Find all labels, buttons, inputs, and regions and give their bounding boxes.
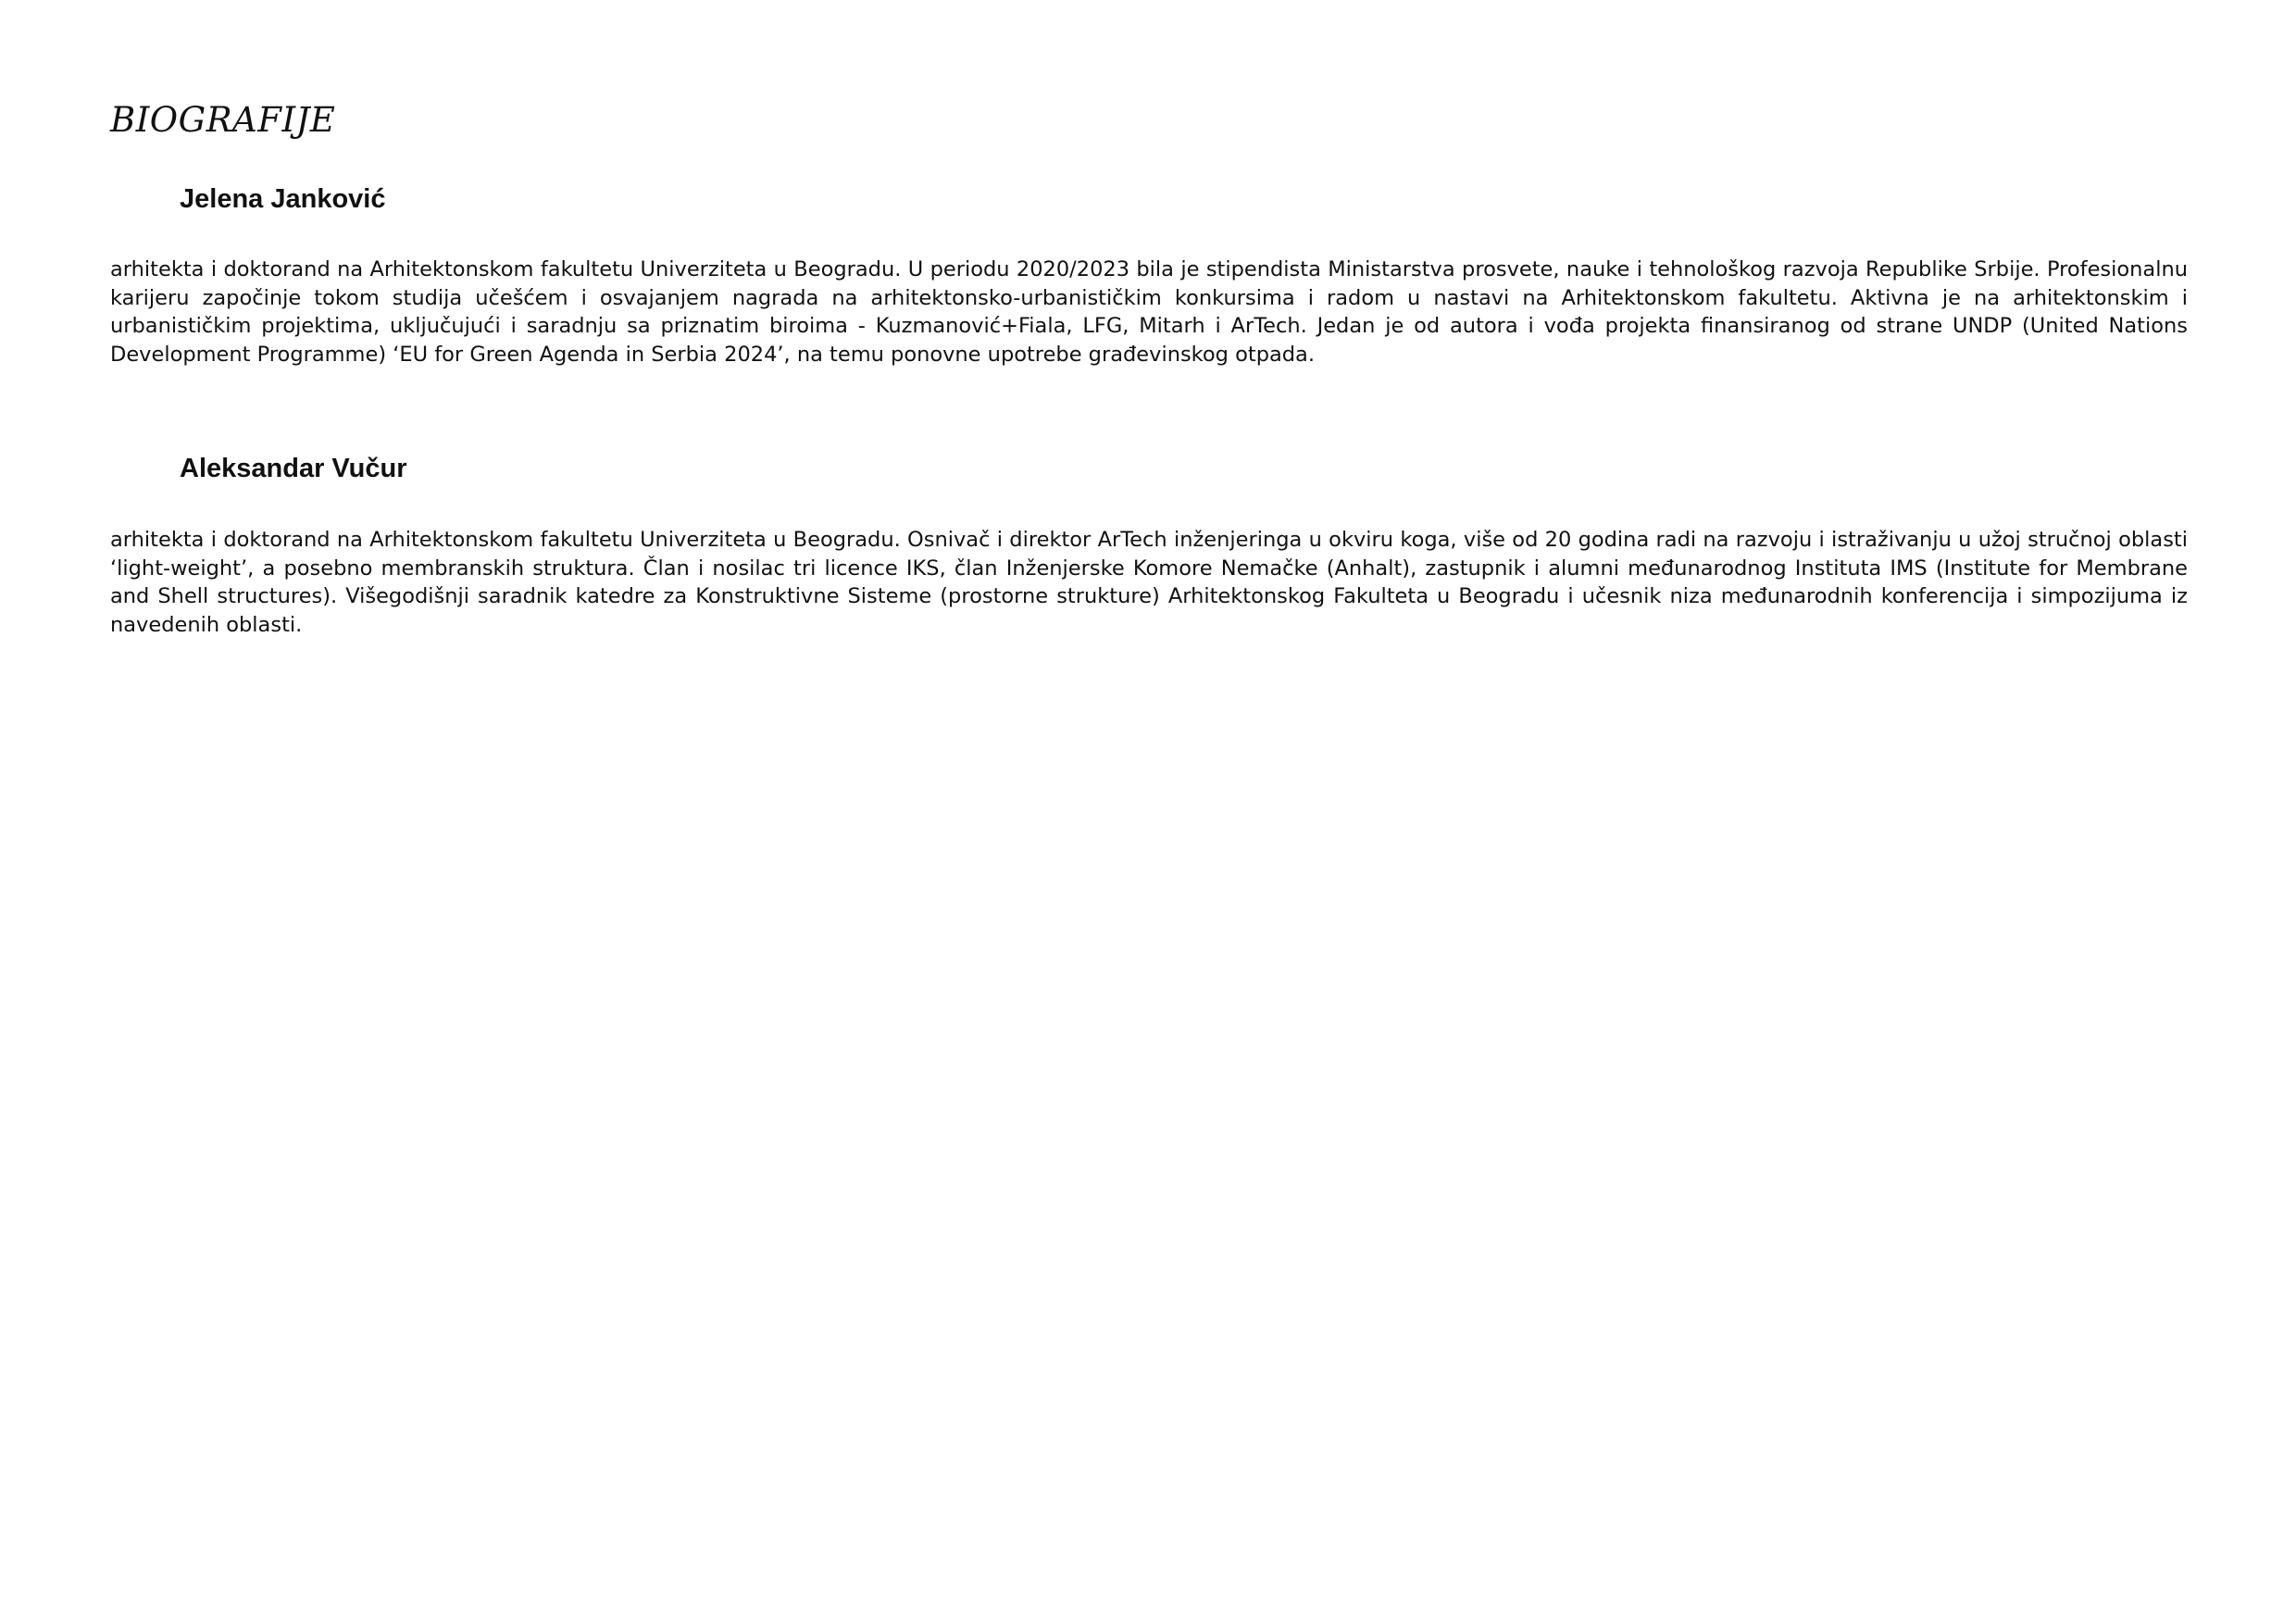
- bio-text-jelena-jankovic: arhitekta i doktorand na Arhitektonskom fakultetu Univerziteta u Beogradu. U periodu 2020/2023 bila je stipendista Ministarstva prosvete, nauke i tehnološkog razvoja Republike Srbije. Profesionalnu karijeru započinje tokom studija učešćem i osvajanjem nagrada na arhitektonsko-urbanističkim konkursima i radom u nastavi na Arhitektonskom fakultetu. Aktivna je na arhitektonskim i urbanističkim projektima, uključujući i saradnju sa priznatim biroima - Kuzmanović+Fiala, LFG, Mitarh i ArTech. Jedan je od autora i vođa projekta finansiranog od strane UNDP (United Nations Development Programme) ‘EU for Green Agenda in Serbia 2024’, na temu ponovne upotrebe građevinskog otpada.: [110, 257, 2188, 367]
- bio-name-aleksandar-vucur: Aleksandar Vučur: [180, 454, 407, 483]
- page-title: BIOGRAFIJE: [110, 100, 336, 140]
- bio-text-aleksandar-vucur: arhitekta i doktorand na Arhitektonskom fakultetu Univerziteta u Beogradu. Osnivač i direktor ArTech inženjeringa u okviru koga, više od 20 godina radi na razvoju i istraživanju u užoj stručnoj oblasti ‘light-weight’, a posebno membranskih struktura. Član i nosilac tri licence IKS, član Inženjerske Komore Nemačke (Anhalt), zastupnik i alumni međunarodnog Instituta IMS (Institute for Membrane and Shell structures). Višegodišnji saradnik katedre za Konstruktivne Sisteme (prostorne strukture) Arhitektonskog Fakulteta u Beogradu i učesnik niza međunarodnih konferencija i simpozijuma iz navedenih oblasti.: [110, 528, 2188, 637]
- bio-name-jelena-jankovic: Jelena Janković: [180, 184, 386, 214]
